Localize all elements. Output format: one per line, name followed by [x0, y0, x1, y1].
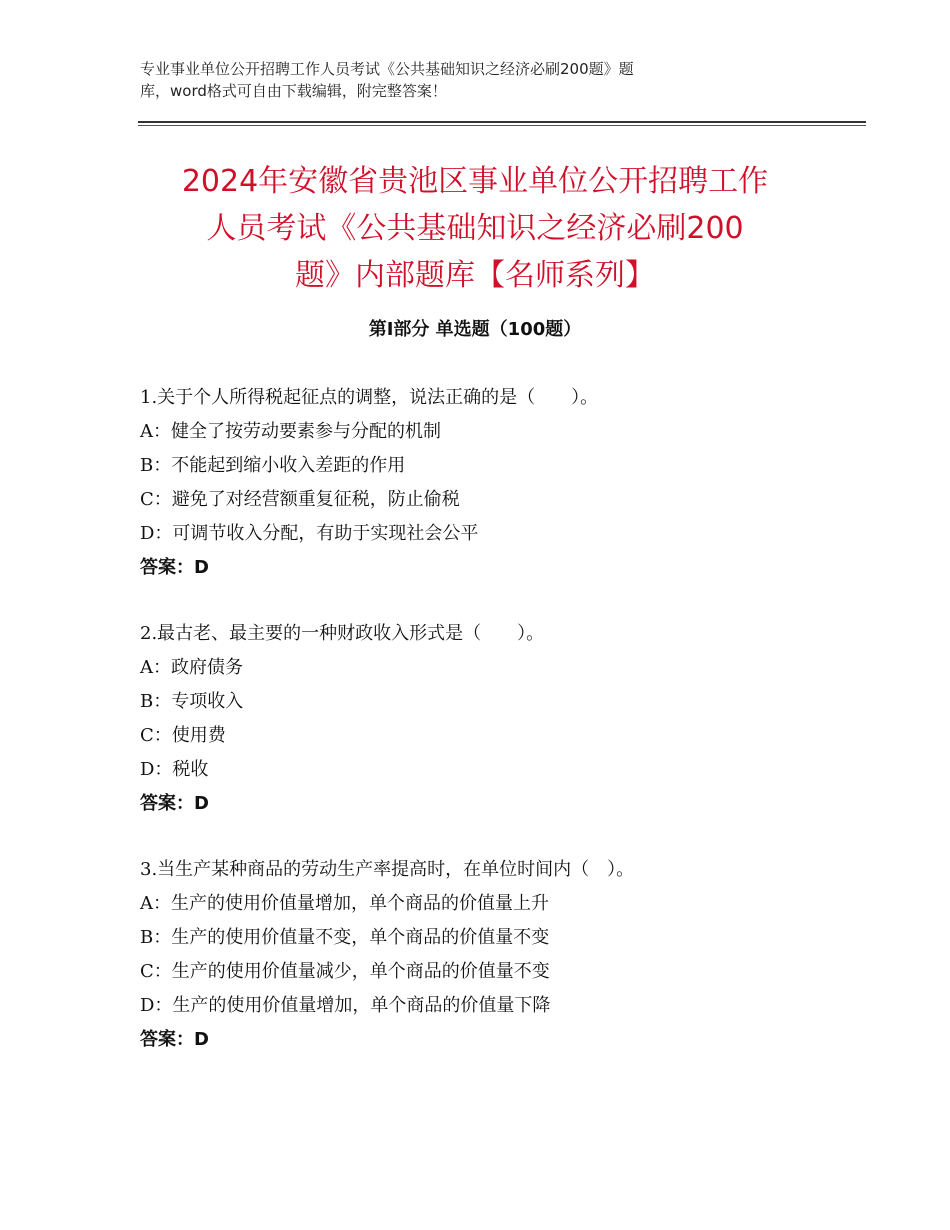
header-note — [140, 58, 780, 102]
title-line-2: 人员考试《公共基础知识之经济必刷200 — [206, 211, 744, 246]
document-title — [120, 158, 830, 299]
title-line-3: 题》内部题库【名师系列】 — [295, 258, 655, 293]
header-divider-thin — [138, 125, 866, 126]
header-note-line-2: 库，word格式可自由下载编辑，附完整答案！ — [140, 82, 447, 100]
header-note-line-1: 专业事业单位公开招聘工作人员考试《公共基础知识之经济必刷200题》题 — [140, 60, 634, 78]
question-1 — [140, 381, 840, 585]
question-3 — [140, 853, 840, 1057]
option-b: B：不能起到缩小收入差距的作用 — [140, 455, 406, 476]
question-stem: 2.最古老、最主要的一种财政收入形式是（ ）。 — [140, 623, 545, 644]
option-d: D：可调节收入分配，有助于实现社会公平 — [140, 523, 479, 544]
option-a: A：政府债务 — [140, 657, 243, 678]
question-list — [140, 381, 840, 1089]
answer: 答案：D — [140, 793, 209, 814]
option-c: C：生产的使用价值量减少，单个商品的价值量不变 — [140, 961, 550, 982]
answer: 答案：D — [140, 1029, 209, 1050]
question-stem: 3.当生产某种商品的劳动生产率提高时，在单位时间内（ ）。 — [140, 859, 635, 880]
option-b: B：生产的使用价值量不变，单个商品的价值量不变 — [140, 927, 550, 948]
title-line-1: 2024年安徽省贵池区事业单位公开招聘工作 — [181, 164, 769, 199]
question-2 — [140, 617, 840, 821]
option-c: C：使用费 — [140, 725, 226, 746]
section-title: 第I部分 单选题（100题） — [368, 319, 582, 340]
option-a: A：生产的使用价值量增加，单个商品的价值量上升 — [140, 893, 549, 914]
option-b: B：专项收入 — [140, 691, 244, 712]
answer: 答案：D — [140, 557, 209, 578]
option-d: D：生产的使用价值量增加，单个商品的价值量下降 — [140, 995, 551, 1016]
header-divider-thick — [138, 121, 866, 123]
question-stem: 1.关于个人所得税起征点的调整，说法正确的是（ ）。 — [140, 387, 599, 408]
option-c: C：避免了对经营额重复征税，防止偷税 — [140, 489, 460, 510]
option-a: A：健全了按劳动要素参与分配的机制 — [140, 421, 441, 442]
option-d: D：税收 — [140, 759, 209, 780]
